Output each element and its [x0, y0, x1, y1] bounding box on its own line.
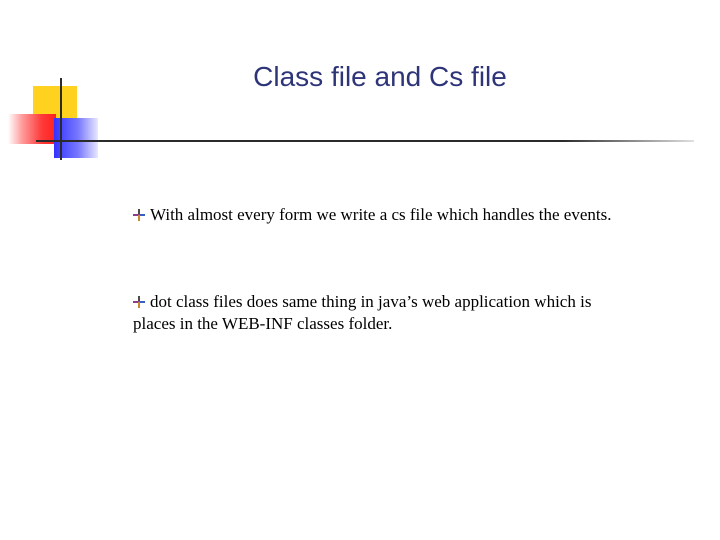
bullet-item: [133, 291, 633, 335]
bullet-item: [133, 204, 633, 226]
decor-vertical-line: [60, 78, 62, 160]
bullet-text: dot class files does same thing in java’s web application which is places in the WEB-INF classes folder.: [133, 292, 592, 333]
pinwheel-bullet-icon: [133, 209, 145, 221]
decor-horizontal-line: [36, 140, 694, 142]
slide-title: Class file and Cs file: [253, 61, 507, 92]
bullet-text: With almost every form we write a cs file which handles the events.: [150, 205, 612, 224]
pinwheel-bullet-icon: [133, 296, 145, 308]
